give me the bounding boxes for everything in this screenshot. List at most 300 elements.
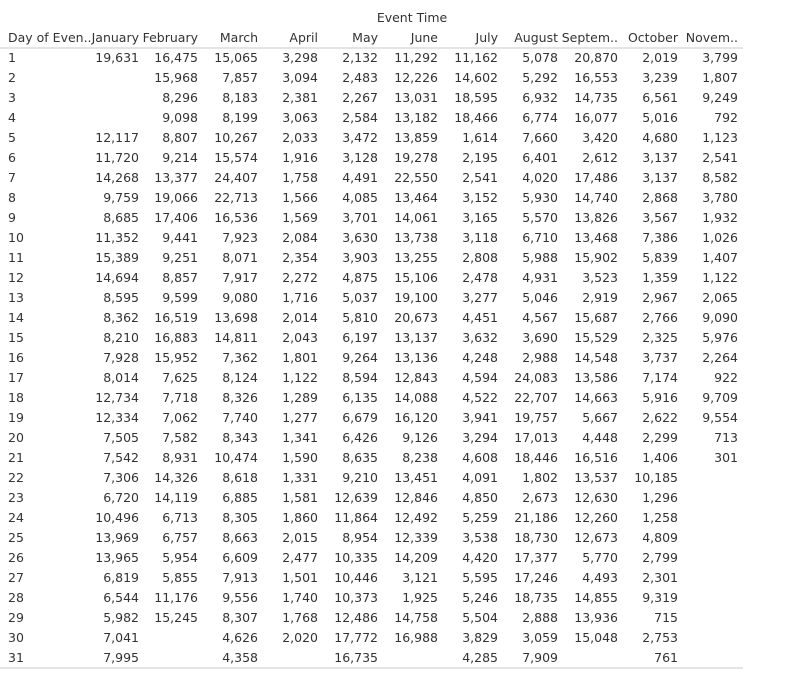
- row-day-label: 29: [8, 610, 24, 625]
- table-cell: 14,740: [574, 190, 618, 205]
- table-cell: 1,277: [282, 410, 318, 425]
- table-cell: 1,716: [282, 290, 318, 305]
- table-row: [8, 390, 738, 405]
- table-cell: 12,226: [394, 70, 438, 85]
- row-day-label: 1: [8, 50, 16, 65]
- table-cell: 7,306: [103, 470, 139, 485]
- table-cell: 18,735: [514, 590, 558, 605]
- table-cell: 10,373: [334, 590, 378, 605]
- table-cell: 22,550: [394, 170, 438, 185]
- table-cell: 15,106: [394, 270, 438, 285]
- table-cell: 6,561: [642, 90, 678, 105]
- table-cell: 3,294: [462, 430, 498, 445]
- table-cell: 8,296: [162, 90, 198, 105]
- table-cell: 3,941: [462, 410, 498, 425]
- table-cell: 10,496: [95, 510, 139, 525]
- table-cell: 4,931: [522, 270, 558, 285]
- table-cell: 16,553: [574, 70, 618, 85]
- table-row: [8, 210, 738, 225]
- table-row: [8, 550, 678, 565]
- table-row: [8, 450, 738, 465]
- table-cell: 5,078: [522, 50, 558, 65]
- table-cell: 4,567: [522, 310, 558, 325]
- table-cell: 9,214: [162, 150, 198, 165]
- table-cell: 14,663: [574, 390, 618, 405]
- column-group-title: Event Time: [376, 10, 448, 25]
- table-cell: 5,595: [462, 570, 498, 585]
- table-cell: 2,967: [642, 290, 678, 305]
- table-cell: 12,843: [394, 370, 438, 385]
- table-cell: 4,522: [462, 390, 498, 405]
- table-cell: 6,197: [342, 330, 378, 345]
- table-cell: 2,354: [282, 250, 318, 265]
- table-row: [8, 250, 738, 265]
- table-cell: 4,594: [462, 370, 498, 385]
- table-cell: 8,183: [222, 90, 258, 105]
- table-cell: 15,968: [154, 70, 198, 85]
- table-row: [8, 510, 678, 525]
- table-cell: 3,121: [402, 570, 438, 585]
- table-cell: 2,799: [642, 550, 678, 565]
- row-day-label: 8: [8, 190, 16, 205]
- table-cell: 713: [714, 430, 738, 445]
- table-cell: 8,071: [222, 250, 258, 265]
- table-cell: 4,493: [582, 570, 618, 585]
- table-cell: 6,720: [103, 490, 139, 505]
- table-cell: 7,928: [103, 350, 139, 365]
- table-cell: 5,954: [162, 550, 198, 565]
- table-cell: 17,377: [514, 550, 558, 565]
- table-cell: 1,289: [282, 390, 318, 405]
- table-cell: 17,013: [514, 430, 558, 445]
- table-row: [8, 430, 738, 445]
- table-cell: 2,381: [282, 90, 318, 105]
- table-cell: 14,602: [454, 70, 498, 85]
- table-cell: 8,238: [402, 450, 438, 465]
- table-cell: 3,094: [282, 70, 318, 85]
- row-day-label: 30: [8, 630, 24, 645]
- table-cell: 5,570: [522, 210, 558, 225]
- table-cell: 3,152: [462, 190, 498, 205]
- table-cell: 5,988: [522, 250, 558, 265]
- table-cell: 19,278: [394, 150, 438, 165]
- table-cell: 2,622: [642, 410, 678, 425]
- table-cell: 7,917: [222, 270, 258, 285]
- table-cell: 5,667: [582, 410, 618, 425]
- table-row: [8, 50, 738, 65]
- table-row: [8, 410, 738, 425]
- table-cell: 8,594: [342, 370, 378, 385]
- table-cell: 6,679: [342, 410, 378, 425]
- table-cell: 8,124: [222, 370, 258, 385]
- table-cell: 15,529: [574, 330, 618, 345]
- table-cell: 3,165: [462, 210, 498, 225]
- table-cell: 4,420: [462, 550, 498, 565]
- table-cell: 3,128: [342, 150, 378, 165]
- table-cell: 4,850: [462, 490, 498, 505]
- table-cell: 1,801: [282, 350, 318, 365]
- row-day-label: 31: [8, 650, 24, 665]
- table-cell: 9,249: [702, 90, 738, 105]
- table-cell: 1,768: [282, 610, 318, 625]
- table-cell: 12,339: [394, 530, 438, 545]
- table-row: [8, 570, 678, 585]
- table-cell: 4,875: [342, 270, 378, 285]
- table-row: [8, 350, 738, 365]
- table-cell: 16,519: [154, 310, 198, 325]
- table-row: [8, 130, 738, 145]
- table-cell: 15,048: [574, 630, 618, 645]
- column-header: January: [91, 30, 139, 45]
- table-cell: 4,085: [342, 190, 378, 205]
- table-cell: 13,377: [154, 170, 198, 185]
- table-row: [8, 370, 738, 385]
- table-cell: 16,988: [394, 630, 438, 645]
- table-cell: 3,630: [342, 230, 378, 245]
- table-cell: 11,352: [95, 230, 139, 245]
- table-cell: 2,065: [702, 290, 738, 305]
- table-cell: 7,542: [103, 450, 139, 465]
- table-cell: 10,446: [334, 570, 378, 585]
- table-cell: 3,239: [642, 70, 678, 85]
- table-cell: 1,122: [702, 270, 738, 285]
- table-cell: 15,902: [574, 250, 618, 265]
- table-row: [8, 170, 738, 185]
- table-cell: 1,258: [642, 510, 678, 525]
- table-cell: 8,199: [222, 110, 258, 125]
- table-cell: 9,759: [103, 190, 139, 205]
- table-row: [8, 490, 678, 505]
- table-cell: 1,331: [282, 470, 318, 485]
- row-day-label: 6: [8, 150, 16, 165]
- table-cell: 2,988: [522, 350, 558, 365]
- table-cell: 3,538: [462, 530, 498, 545]
- row-day-label: 27: [8, 570, 24, 585]
- table-cell: 17,486: [574, 170, 618, 185]
- row-day-label: 11: [8, 250, 24, 265]
- table-cell: 1,566: [282, 190, 318, 205]
- table-cell: 301: [714, 450, 738, 465]
- column-headers: [91, 30, 738, 45]
- table-cell: 15,574: [214, 150, 258, 165]
- table-cell: 3,059: [522, 630, 558, 645]
- row-day-label: 17: [8, 370, 24, 385]
- table-cell: 7,062: [162, 410, 198, 425]
- table-cell: 18,730: [514, 530, 558, 545]
- table-cell: 12,117: [95, 130, 139, 145]
- table-row: [8, 630, 678, 645]
- table-cell: 8,343: [222, 430, 258, 445]
- table-row: [8, 530, 678, 545]
- table-cell: 3,137: [642, 170, 678, 185]
- table-cell: 1,758: [282, 170, 318, 185]
- table-cell: 5,016: [642, 110, 678, 125]
- table-cell: 5,916: [642, 390, 678, 405]
- table-cell: 2,541: [462, 170, 498, 185]
- table-cell: 15,245: [154, 610, 198, 625]
- table-cell: 5,810: [342, 310, 378, 325]
- table-cell: 6,426: [342, 430, 378, 445]
- table-cell: 8,857: [162, 270, 198, 285]
- table-cell: 17,772: [334, 630, 378, 645]
- table-cell: 3,137: [642, 150, 678, 165]
- table-cell: 12,630: [574, 490, 618, 505]
- table-cell: 7,582: [162, 430, 198, 445]
- table-cell: 7,174: [642, 370, 678, 385]
- column-header: July: [475, 30, 498, 45]
- table-cell: 1,802: [522, 470, 558, 485]
- table-cell: 2,195: [462, 150, 498, 165]
- table-cell: 11,720: [95, 150, 139, 165]
- table-cell: 2,541: [702, 150, 738, 165]
- table-cell: 11,864: [334, 510, 378, 525]
- table-cell: 2,478: [462, 270, 498, 285]
- table-cell: 14,088: [394, 390, 438, 405]
- table-cell: 3,780: [702, 190, 738, 205]
- table-cell: 4,608: [462, 450, 498, 465]
- table-cell: 3,567: [642, 210, 678, 225]
- table-cell: 2,325: [642, 330, 678, 345]
- table-cell: 14,811: [214, 330, 258, 345]
- table-cell: 18,595: [454, 90, 498, 105]
- table-cell: 19,100: [394, 290, 438, 305]
- table-cell: 13,698: [214, 310, 258, 325]
- row-day-label: 15: [8, 330, 24, 345]
- table-cell: 19,757: [514, 410, 558, 425]
- table-cell: 14,119: [154, 490, 198, 505]
- column-header: June: [410, 30, 438, 45]
- row-day-label: 19: [8, 410, 24, 425]
- row-day-label: 9: [8, 210, 16, 225]
- table-cell: 7,995: [103, 650, 139, 665]
- table-cell: 2,301: [642, 570, 678, 585]
- table-cell: 5,839: [642, 250, 678, 265]
- table-cell: 13,182: [394, 110, 438, 125]
- row-header-label: Day of Even..: [8, 30, 92, 45]
- table-cell: 5,770: [582, 550, 618, 565]
- table-cell: 12,846: [394, 490, 438, 505]
- table-cell: 13,031: [394, 90, 438, 105]
- table-cell: 1,123: [702, 130, 738, 145]
- table-cell: 9,554: [702, 410, 738, 425]
- table-cell: 1,581: [282, 490, 318, 505]
- table-cell: 3,632: [462, 330, 498, 345]
- table-cell: 3,420: [582, 130, 618, 145]
- row-day-label: 16: [8, 350, 24, 365]
- table-cell: 8,305: [222, 510, 258, 525]
- table-row: [8, 90, 738, 105]
- column-header: March: [219, 30, 258, 45]
- row-day-label: 7: [8, 170, 16, 185]
- table-cell: 4,285: [462, 650, 498, 665]
- table-cell: 12,492: [394, 510, 438, 525]
- table-cell: 7,923: [222, 230, 258, 245]
- table-cell: 1,026: [702, 230, 738, 245]
- table-cell: 7,362: [222, 350, 258, 365]
- column-header: February: [142, 30, 198, 45]
- table-cell: 5,855: [162, 570, 198, 585]
- table-cell: 5,982: [103, 610, 139, 625]
- table-cell: 19,631: [95, 50, 139, 65]
- table-cell: 8,931: [162, 450, 198, 465]
- table-cell: 792: [714, 110, 738, 125]
- table-cell: 11,292: [394, 50, 438, 65]
- table-cell: 1,614: [462, 130, 498, 145]
- table-cell: 8,326: [222, 390, 258, 405]
- table-cell: 3,523: [582, 270, 618, 285]
- table-cell: 12,734: [95, 390, 139, 405]
- table-row: [8, 330, 738, 345]
- table-row: [8, 290, 738, 305]
- table-cell: 8,618: [222, 470, 258, 485]
- table-cell: 9,441: [162, 230, 198, 245]
- table-cell: 13,586: [574, 370, 618, 385]
- table-cell: 1,916: [282, 150, 318, 165]
- table-cell: 8,307: [222, 610, 258, 625]
- table-cell: 16,536: [214, 210, 258, 225]
- table-cell: 6,757: [162, 530, 198, 545]
- table-row: [8, 110, 738, 125]
- table-body: [8, 50, 738, 665]
- table-cell: 7,913: [222, 570, 258, 585]
- table-cell: 18,446: [514, 450, 558, 465]
- table-cell: 3,903: [342, 250, 378, 265]
- table-cell: 2,808: [462, 250, 498, 265]
- table-cell: 1,740: [282, 590, 318, 605]
- table-cell: 1,359: [642, 270, 678, 285]
- table-cell: 1,807: [702, 70, 738, 85]
- table-cell: 4,358: [222, 650, 258, 665]
- table-row: [8, 470, 678, 485]
- table-cell: 3,799: [702, 50, 738, 65]
- table-cell: 1,925: [402, 590, 438, 605]
- table-row: [8, 610, 678, 625]
- table-cell: 13,936: [574, 610, 618, 625]
- table-cell: 4,491: [342, 170, 378, 185]
- table-cell: 9,098: [162, 110, 198, 125]
- column-header: April: [289, 30, 318, 45]
- row-day-label: 12: [8, 270, 24, 285]
- table-cell: 8,362: [103, 310, 139, 325]
- table-cell: 8,582: [702, 170, 738, 185]
- table-cell: 2,084: [282, 230, 318, 245]
- column-header: Septem..: [561, 30, 618, 45]
- table-cell: 13,255: [394, 250, 438, 265]
- table-cell: 16,120: [394, 410, 438, 425]
- table-cell: 1,406: [642, 450, 678, 465]
- table-cell: 8,595: [103, 290, 139, 305]
- row-day-label: 20: [8, 430, 24, 445]
- table-cell: 13,969: [95, 530, 139, 545]
- table-cell: 12,639: [334, 490, 378, 505]
- table-cell: 7,660: [522, 130, 558, 145]
- table-cell: 20,673: [394, 310, 438, 325]
- table-cell: 12,334: [95, 410, 139, 425]
- table-row: [8, 190, 738, 205]
- table-cell: 12,673: [574, 530, 618, 545]
- table-cell: 18,466: [454, 110, 498, 125]
- table-cell: 13,859: [394, 130, 438, 145]
- table-cell: 2,888: [522, 610, 558, 625]
- table-cell: 1,590: [282, 450, 318, 465]
- table-row: [8, 590, 678, 605]
- table-cell: 5,976: [702, 330, 738, 345]
- table-cell: 14,855: [574, 590, 618, 605]
- table-cell: 16,077: [574, 110, 618, 125]
- table-cell: 9,126: [402, 430, 438, 445]
- table-cell: 8,663: [222, 530, 258, 545]
- table-cell: 2,612: [582, 150, 618, 165]
- table-cell: 8,807: [162, 130, 198, 145]
- table-cell: 715: [654, 610, 678, 625]
- column-header: October: [627, 30, 678, 45]
- table-cell: 3,118: [462, 230, 498, 245]
- table-cell: 2,014: [282, 310, 318, 325]
- table-row: [8, 230, 738, 245]
- row-day-label: 5: [8, 130, 16, 145]
- table-cell: 7,909: [522, 650, 558, 665]
- table-cell: 3,472: [342, 130, 378, 145]
- row-day-label: 10: [8, 230, 24, 245]
- table-cell: 14,735: [574, 90, 618, 105]
- table-cell: 14,209: [394, 550, 438, 565]
- table-cell: 6,819: [103, 570, 139, 585]
- table-cell: 1,122: [282, 370, 318, 385]
- row-day-label: 14: [8, 310, 24, 325]
- table-cell: 7,857: [222, 70, 258, 85]
- table-cell: 22,713: [214, 190, 258, 205]
- table-cell: 4,248: [462, 350, 498, 365]
- table-cell: 1,932: [702, 210, 738, 225]
- table-cell: 14,326: [154, 470, 198, 485]
- table-cell: 5,246: [462, 590, 498, 605]
- table-cell: 14,268: [95, 170, 139, 185]
- table-cell: 3,277: [462, 290, 498, 305]
- table-cell: 22,707: [514, 390, 558, 405]
- table-cell: 922: [714, 370, 738, 385]
- table-cell: 4,680: [642, 130, 678, 145]
- table-cell: 9,319: [642, 590, 678, 605]
- table-cell: 2,019: [642, 50, 678, 65]
- table-cell: 4,626: [222, 630, 258, 645]
- table-cell: 6,401: [522, 150, 558, 165]
- table-cell: 7,505: [103, 430, 139, 445]
- table-cell: 13,136: [394, 350, 438, 365]
- table-row: [8, 650, 678, 665]
- table-cell: 8,685: [103, 210, 139, 225]
- table-cell: 3,298: [282, 50, 318, 65]
- column-header: Novem..: [685, 30, 738, 45]
- table-cell: 5,292: [522, 70, 558, 85]
- column-header: August: [514, 30, 558, 45]
- table-cell: 2,272: [282, 270, 318, 285]
- table-cell: 9,251: [162, 250, 198, 265]
- table-cell: 3,701: [342, 210, 378, 225]
- table-row: [8, 150, 738, 165]
- table-cell: 2,020: [282, 630, 318, 645]
- table-cell: 2,299: [642, 430, 678, 445]
- table-cell: 11,176: [154, 590, 198, 605]
- table-cell: 24,083: [514, 370, 558, 385]
- table-cell: 10,335: [334, 550, 378, 565]
- table-cell: 15,065: [214, 50, 258, 65]
- table-cell: 24,407: [214, 170, 258, 185]
- table-cell: 2,043: [282, 330, 318, 345]
- row-day-label: 18: [8, 390, 24, 405]
- table-cell: 2,753: [642, 630, 678, 645]
- table-cell: 2,477: [282, 550, 318, 565]
- table-cell: 21,186: [514, 510, 558, 525]
